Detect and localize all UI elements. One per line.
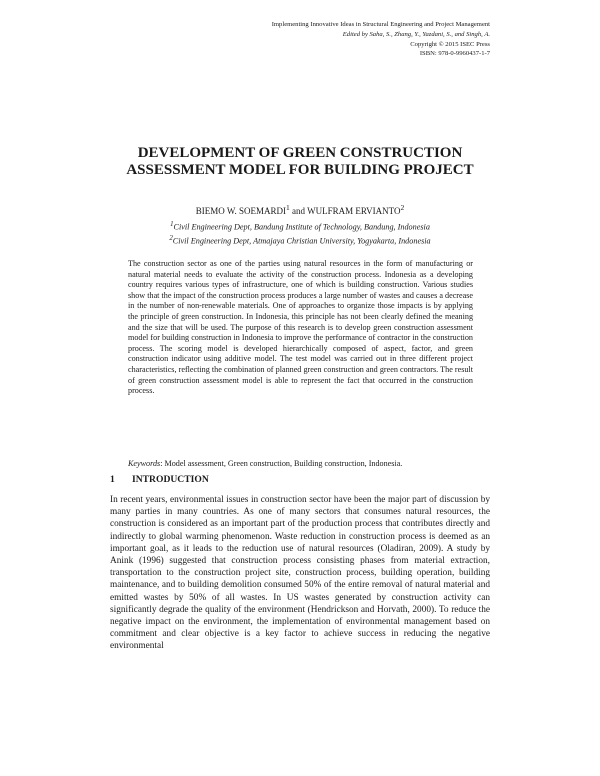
- paper-title: DEVELOPMENT OF GREEN CONSTRUCTION ASSESSMENT MODEL FOR BUILDING PROJECT: [126, 145, 474, 179]
- abstract: The construction sector as one of the parties using natural resources in the form of manufacturing or natural material needs to evaluate the activity of the construction process. Indonesia as a developing country requires various types of infrastructure, one of which is building construction. Various studies show that the impact of the construction process produces a large number of wastes and causes a decrease in the number of non-renewable materials. One of approaches to organize those impacts is by applying the principle of green construction. In Indonesia, this principle has not been clearly defined the meaning and the size that will be used. The purpose of this research is to develop green construction assessment model for building construction in Indonesia to improve the performance of contractor in the construction process. The scoring model is developed hierarchically composed of aspect, factor, and green construction indicator using additive model. The test model was carried out in three different project characteristics, reflecting the combination of planned green construction and green contractors. The result of green construction assessment model is able to represent the fact that occurred in the construction process.: [128, 259, 473, 396]
- keywords: [128, 459, 473, 468]
- header-copyright: Copyright © 2015 ISEC Press: [410, 40, 490, 48]
- section-1-body: In recent years, environmental issues in construction sector have been the major part of discussion by many parties in many countries. As one of many sectors that consumes natural resources, the construction is considered as an important part of the production process that contributes directly and indirectly to global warming phenomenon. Waste reduction in construction process is deemed as an important goal, as it leads to the reduction use of natural resources (Oladiran, 2009). A study by Anink (1996) suggested that construction process consisting phases from material extraction, transportation to the construction project site, construction process, building operation, building maintenance, and to building demolition consumed 50% of the entire removal of natural material and emitted wastes by 50% of all wastes. In US wastes generated by construction activity can significantly degrade the quality of the environment (Hendrickson and Horvath, 2000). To reduce the negative impact on the environment, the implementation of environmental management based on commitment and clear objective is a key factor to achieve success in reducing the negative environmental: [110, 495, 490, 652]
- header-editors: Edited by Saha, S., Zhang, Y., Yazdani, S., and Singh, A.: [342, 30, 490, 38]
- affiliation-2: [110, 233, 490, 247]
- section-1-title: INTRODUCTION: [132, 474, 209, 485]
- publication-header: [272, 20, 490, 59]
- affiliation-1: [110, 219, 490, 233]
- author-line: [110, 203, 490, 216]
- affiliation-2-text: Civil Engineering Dept, Atmajaya Christian University, Yogyakarta, Indonesia: [172, 236, 431, 246]
- author-separator: and: [289, 206, 308, 216]
- header-isbn: ISBN: 978-0-9960437-1-7: [419, 50, 490, 58]
- affiliations: [110, 219, 490, 247]
- author-1-superscript: 1: [286, 203, 290, 212]
- keywords-label: Keywords: [128, 459, 161, 468]
- section-1-number: 1: [110, 474, 115, 485]
- affiliation-1-superscript: 1: [170, 221, 174, 228]
- affiliation-1-text: Civil Engineering Dept, Bandung Institute of Technology, Bandung, Indonesia: [173, 222, 430, 232]
- keywords-text: : Model assessment, Green construction, Building construction, Indonesia.: [160, 459, 403, 468]
- affiliation-2-superscript: 2: [169, 235, 173, 243]
- section-1-heading: [110, 474, 209, 485]
- header-book-title: Implementing Innovative Ideas in Structural Engineering and Project Management: [271, 21, 490, 28]
- author-2-superscript: 2: [400, 203, 405, 212]
- author-1: BIEMO W. SOEMARDI: [195, 206, 287, 216]
- author-2: WULFRAM ERVIANTO: [307, 206, 401, 216]
